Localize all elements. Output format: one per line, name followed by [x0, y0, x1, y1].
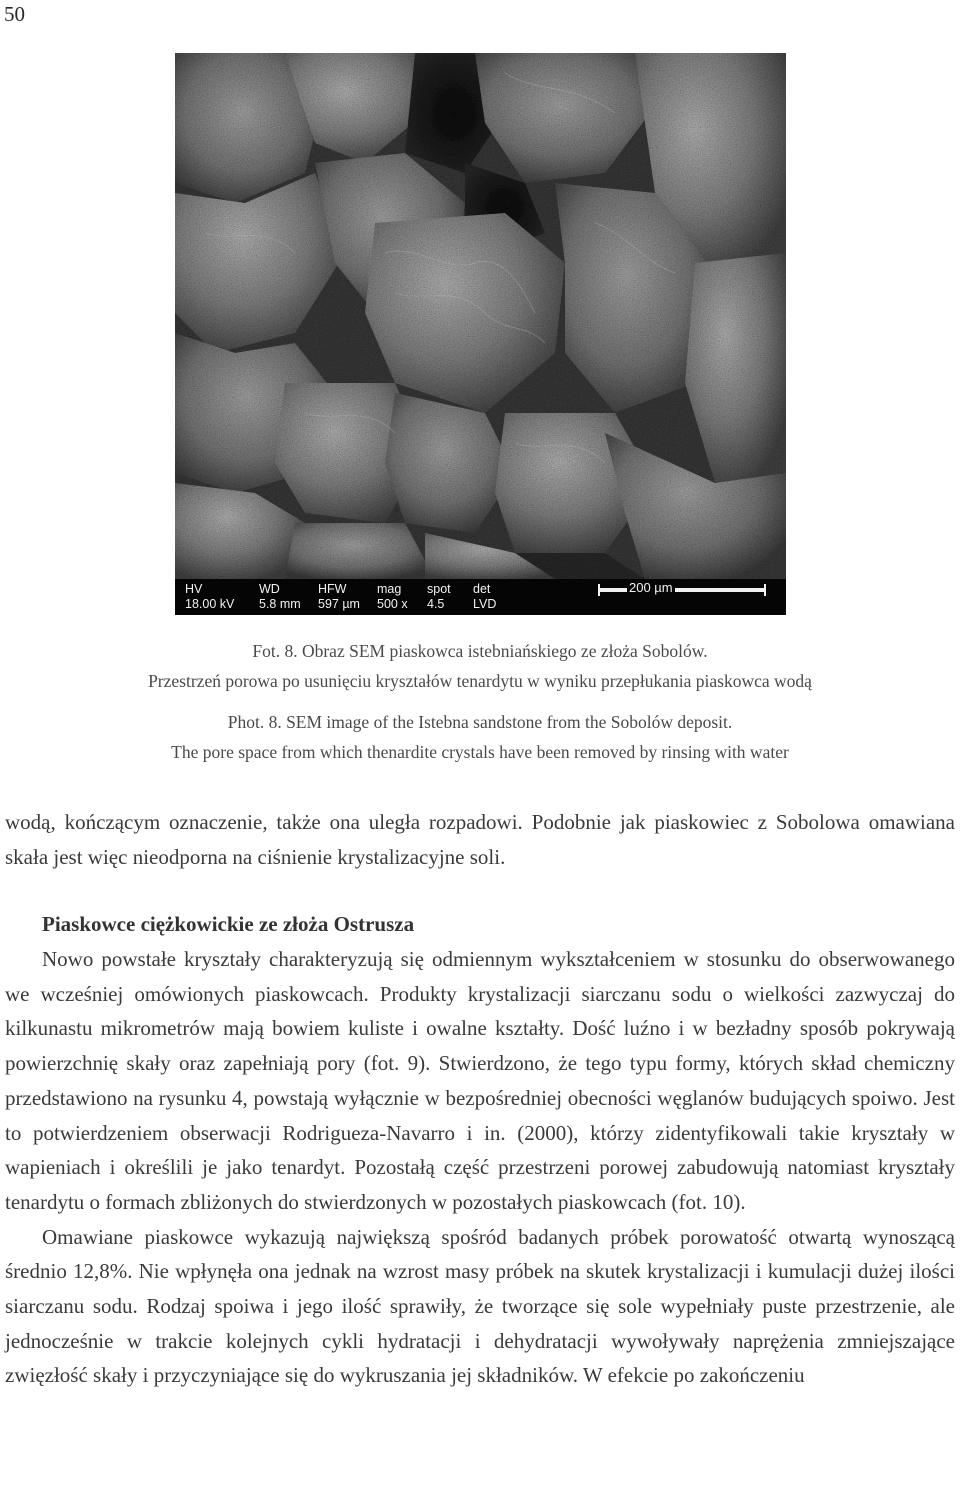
- caption-polish: [0, 636, 960, 696]
- intro-paragraph-text: wodą, kończącym oznaczenie, także ona uległa rozpadowi. Podobnie jak piaskowiec z Sobolowa omawiana skała jest więc nieodporna na ciśnienie krystalizacyjne soli.: [5, 810, 955, 869]
- scale-bar-tick-left: [598, 584, 600, 596]
- caption-polish-line-1: Fot. 8. Obraz SEM piaskowca istebniańskiego ze złoża Sobolów.: [252, 641, 708, 661]
- caption-english: [0, 707, 960, 767]
- sem-image: [175, 53, 786, 579]
- sem-databar: [175, 579, 786, 615]
- databar-hv: HV 18.00 kV: [185, 582, 235, 611]
- main-text: [5, 942, 955, 1393]
- caption-english-line-2: The pore space from which thenardite crystals have been removed by rinsing with water: [171, 742, 789, 762]
- caption-polish-line-2: Przestrzeń porowa po usunięciu kryształów tenardytu w wyniku przepłukania piaskowca wodą: [148, 671, 812, 691]
- databar-mag: mag 500 x: [377, 582, 408, 611]
- scale-bar: [598, 588, 766, 592]
- scale-bar-label: 200 µm: [629, 580, 673, 595]
- scale-bar-tick-right: [764, 584, 766, 596]
- databar-det: det LVD: [473, 582, 497, 611]
- sem-photo: [175, 53, 786, 615]
- section-heading: Piaskowce ciężkowickie ze złoża Ostrusza: [42, 912, 415, 936]
- databar-spot: spot 4.5: [427, 582, 451, 611]
- databar-wd: WD 5.8 mm: [259, 582, 301, 611]
- caption-english-line-1: Phot. 8. SEM image of the Istebna sandstone from the Sobolów deposit.: [227, 712, 733, 732]
- paragraph-1: Nowo powstałe kryształy charakteryzują się odmiennym wykształceniem w stosunku do obserwowanego we wcześniej omówionych piaskowcach. Produkty krystalizacji siarczanu sodu o wielkości zazwyczaj do kilkunastu mikrometrów mają bowiem kuliste i owalne kształty. Dość luźno i w bezładny sposób pokrywają powierzchnię skały oraz zapełniają pory (fot. 9). Stwierdzono, że tego typu formy, których skład chemiczny przedstawiono na rysunku 4, powstają wyłącznie w bezpośredniej obecności węglanów budujących spoiwo. Jest to potwierdzeniem obserwacji Rodrigueza-Navarro i in. (2000), którzy zidentyfikowali takie kryształy w wapieniach i określili je jako tenardyt. Pozostałą część przestrzeni porowej zabudowują natomiast kryształy tenardytu o formach zbliżonych do stwierdzonych w pozostałych piaskowcach (fot. 10).: [5, 947, 955, 1214]
- databar-hfw: HFW 597 µm: [318, 582, 360, 611]
- intro-paragraph: [5, 805, 955, 874]
- paragraph-2: Omawiane piaskowce wykazują największą spośród badanych próbek porowatość otwartą wynoszącą średnio 12,8%. Nie wpłynęła ona jednak na wzrost masy próbek na skutek krystalizacji i kumulacji dużej ilości siarczanu sodu. Rodzaj spoiwa i jego ilość sprawiły, że tworzące się sole wypełniały puste przestrzenie, ale jednocześnie w trakcie kolejnych cykli hydratacji i dehydratacji wywoływały naprężenia zmniejszające zwięzłość skały i przyczyniające się do wykruszania jej składników. W efekcie po zakończeniu: [5, 1224, 955, 1388]
- page-number: 50: [4, 2, 25, 26]
